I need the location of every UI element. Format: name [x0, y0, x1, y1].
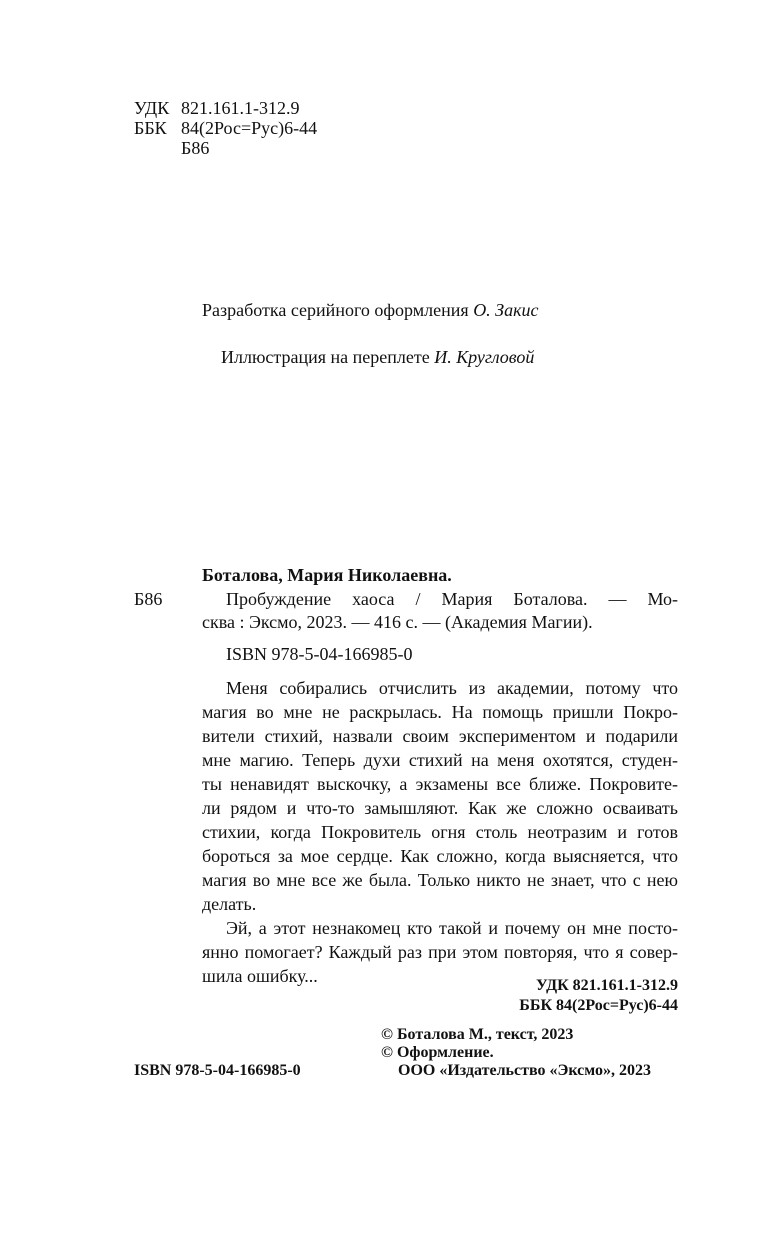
credit-label: Иллюстрация на переплете: [221, 347, 435, 367]
copyright-text: © Боталова М., текст, 2023: [381, 1026, 574, 1043]
annotation-line: мне магию. Теперь духи стихий на меня охотятся, студен-: [202, 750, 678, 770]
record-line: сква : Эксмо, 2023. — 416 с. — (Академия Магии).: [202, 612, 593, 632]
series-design-credit: [202, 300, 539, 320]
annotation-line: стихии, когда Покровитель огня столь неотразим и готов: [202, 822, 678, 842]
credit-name: И. Кругловой: [434, 347, 535, 367]
annotation-line: янно помогает? Каждый раз при этом повторяя, что я совер-: [202, 942, 678, 962]
record-code: Б86: [134, 589, 163, 609]
udk-code: 821.161.1-312.9: [181, 98, 300, 118]
annotation-line: шила ошибку...: [202, 966, 318, 986]
annotation-line: ли рядом и что-то замышляют. Как же сложно осваивать: [202, 798, 678, 818]
credit-name: О. Закис: [473, 300, 539, 320]
illustration-credit: [221, 347, 534, 367]
record-isbn: ISBN 978-5-04-166985-0: [226, 644, 413, 664]
annotation-line: делать.: [202, 894, 257, 914]
annotation-line: магия во мне все же была. Только никто не знает, что с нею: [202, 870, 678, 890]
udk-label: УДК: [134, 98, 170, 118]
annotation-line: магия во мне не раскрылась. На помощь пришли Покро-: [202, 702, 678, 722]
copyright-publisher: ООО «Издательство «Эксмо», 2023: [398, 1062, 651, 1079]
bbk-label: ББК: [134, 118, 167, 138]
author-heading: Боталова, Мария Николаевна.: [202, 565, 452, 585]
annotation-line: вители стихий, назвали своим экспериментом и подарили: [202, 726, 678, 746]
annotation-line: Меня собирались отчислить из академии, потому что: [226, 678, 678, 698]
record-line: Пробуждение хаоса / Мария Боталова. — Мо-: [226, 589, 678, 609]
annotation-line: Эй, а этот незнакомец кто такой и почему он мне посто-: [226, 918, 678, 938]
footer-isbn: ISBN 978-5-04-166985-0: [134, 1062, 301, 1079]
annotation-line: бороться за мое сердце. Как сложно, когда выясняется, что: [202, 846, 678, 866]
annotation-line: ты ненавидят выскочку, а экзамены все ближе. Покровите-: [202, 774, 678, 794]
bbk-bottom: ББК 84(2Рос=Рус)6-44: [519, 997, 678, 1014]
copyright-design: © Оформление.: [381, 1044, 494, 1061]
author-sign: Б86: [181, 138, 210, 158]
bbk-code: 84(2Рос=Рус)6-44: [181, 118, 318, 138]
credit-label: Разработка серийного оформления: [202, 300, 474, 320]
udk-bottom: УДК 821.161.1-312.9: [535, 977, 678, 994]
